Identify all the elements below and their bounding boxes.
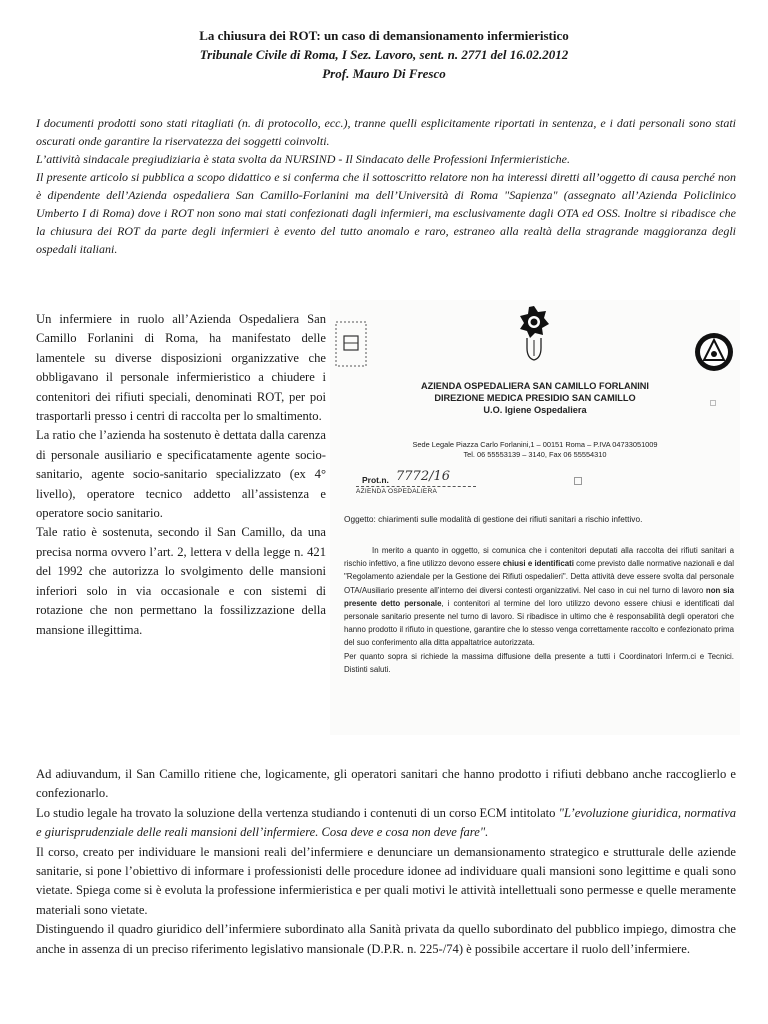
intro-paragraph: L’attività sindacale pregiudiziaria è stata svolta da NURSIND - Il Sindacato delle Professioni Infermieristiche. bbox=[36, 152, 570, 166]
letter-body bbox=[344, 544, 734, 676]
letter-emphasis: non sia presente detto personale bbox=[344, 585, 734, 608]
protocol-number: 7772/16 bbox=[396, 469, 451, 484]
letter-text: come previsto dalle normative nazionali e dal "Regolamento aziendale per la Gestione dei Rifiuti ospedalieri". Detta attività deve essere svolta dal personale OTA/Ausiliario presente all’interno dei diversi contesti organizzativi. Nel caso in cui nel turno di lavoro bbox=[344, 559, 734, 595]
body-paragraph: Tale ratio è sostenuta, secondo il San Camillo, da una precisa norma ovvero l’art. 2, lettera v della legge n. 421 del 1992 che autorizza lo svolgimento delle mansioni inferiori solo in via occasionale e con sistemi di rotazione che non permettano la fossilizzazione della mansione illegittima. bbox=[36, 525, 326, 637]
office-stamp: AZIENDA OSPEDALIERA bbox=[356, 486, 476, 495]
protocol-label: Prot.n. bbox=[362, 475, 389, 485]
letter-organization bbox=[390, 380, 680, 416]
letter-paragraph bbox=[344, 544, 734, 650]
course-title: "L’evoluzione giuridica, normativa e giurisprudenziale delle reali mansioni dell’infermiere. Cosa deve e cosa non deve fare". bbox=[36, 805, 736, 840]
document-header bbox=[0, 26, 768, 83]
letter-text: In merito a quanto in oggetto, si comunica che i contenitori deputati alla raccolta dei rifiuti sanitari a rischio infettivo, a fine utilizzo devono essere bbox=[344, 546, 734, 569]
org-name: AZIENDA OSPEDALIERA SAN CAMILLO FORLANINI bbox=[421, 381, 649, 391]
intro-paragraph: Il presente articolo si pubblica a scopo didattico e si conferma che il sottoscritto relatore non ha interessi diretti all’oggetto di causa perché non è dipendente dell’Azienda ospedaliera San Camillo-Forlanini ma dell’Università di Roma "Sapienza" (assegnato all’Azienda Policlinico Umberto I di Roma) dove i ROT non sono mai stati confezionati dagli infermieri, ma esclusivamente dagli OTA ed OSS. Inoltre si ribadisce che la chiusura dei ROT da parte degli infermieri è evento del tutto anomalo e raro, estraneo alla realtà della stragrande maggioranza degli ospedali italiani. bbox=[36, 170, 736, 256]
scanned-letter-image bbox=[330, 300, 740, 735]
hospital-logo-left bbox=[334, 320, 368, 368]
body-text: Lo studio legale ha trovato la soluzione della vertenza studiando i contenuti di un corso ECM intitolato bbox=[36, 805, 556, 820]
phone-line: Tel. 06 55553139 – 3140, Fax 06 55554310 bbox=[463, 450, 607, 459]
body-paragraph bbox=[36, 804, 736, 843]
letter-emphasis: chiusi e identificati bbox=[502, 559, 574, 569]
body-paragraph: Distinguendo il quadro giuridico dell’infermiere subordinato alla Sanità privata da quello subordinato del pubblico impiego, dimostra che anche in assenza di un preciso riferimento legislativo mansionale (D.P.R. n. 225-/74) è possibile accertare il ruolo dell’infermiere. bbox=[36, 922, 736, 956]
scan-mark bbox=[574, 477, 582, 485]
letter-text: , i contenitori al termine del loro utilizzo devono essere chiusi e identificati dal personale sanitario presente nel turno di lavoro. Si ribadisce in ultimo che è responsabilità degli operatori che hanno prodotto il rifiuto in questione, garantire che lo stesso venga correttamente raccolto e confezionato prima del suo conferimento alla ditta appaltatrice autorizzata. bbox=[344, 598, 734, 648]
letter-subject: Oggetto: chiarimenti sulle modalità di gestione dei rifiuti sanitari a rischio infettivo. bbox=[344, 514, 643, 524]
body-paragraph: Ad adiuvandum, il San Camillo ritiene che, logicamente, gli operatori sanitari che hanno prodotto i rifiuti debbano anche raccoglierlo e confezionarlo. bbox=[36, 767, 736, 801]
intro-paragraph: I documenti prodotti sono stati ritagliati (n. di protocollo, ecc.), tranne quelli esplicitamente riportati in sentenza, e i dati personali sono stati oscurati onde garantire la riservatezza dei soggetti coinvolti. bbox=[36, 116, 736, 148]
emblem-icon bbox=[518, 304, 550, 362]
letter-address bbox=[390, 440, 680, 460]
full-width-text bbox=[36, 765, 736, 959]
body-paragraph: Il corso, creato per individuare le mansioni reali del’infermiere e denunciare un demansionamento strategico e strutturale delle aziende sanitarie, si pone l’obiettivo di informare i professionisti delle procedure idonee ad individuare quali mansioni sono legittime e quali sono vietate. Spiega come si è evoluta la professione infermieristica e per quali motivi le attività intellettuali sono permesse e quelle meramente materiali sono vietate. bbox=[36, 844, 736, 917]
author: Prof. Mauro Di Fresco bbox=[322, 66, 446, 81]
seal-logo-right bbox=[694, 330, 734, 374]
left-column-text bbox=[36, 310, 326, 640]
court-reference: Tribunale Civile di Roma, I Sez. Lavoro, sent. n. 2771 del 16.02.2012 bbox=[199, 47, 569, 62]
body-paragraph: La ratio che l’azienda ha sostenuto è dettata dalla carenza di personale ausiliario e specificatamente agente socio-sanitario, agente socio-sanitario specializzato (ex 4° livello), operatore tecnico addetto all’assistenza e operatore socio sanitario. bbox=[36, 428, 326, 521]
intro-disclaimer bbox=[36, 114, 736, 258]
org-department: DIREZIONE MEDICA PRESIDIO SAN CAMILLO bbox=[434, 393, 636, 403]
body-paragraph: Un infermiere in ruolo all’Azienda Ospedaliera San Camillo Forlanini di Roma, ha manifestato delle lamentele su diverse disposizioni organizzative che obbligavano il personale infermieristico a chiudere i contenitori dei rifiuti speciali, denominati ROT, per poi trasportarli presso i centri di raccolta per lo smaltimento. bbox=[36, 312, 326, 424]
org-unit: U.O. Igiene Ospedaliera bbox=[483, 405, 587, 415]
article-title: La chiusura dei ROT: un caso di demansionamento infermieristico bbox=[199, 28, 569, 43]
letter-paragraph: Per quanto sopra si richiede la massima diffusione della presente a tutti i Coordinatori Inferm.ci e Tecnici. Distinti saluti. bbox=[344, 651, 734, 674]
address-line: Sede Legale Piazza Carlo Forlanini,1 – 00151 Roma – P.IVA 04733051009 bbox=[412, 440, 658, 449]
scan-mark bbox=[710, 400, 716, 406]
